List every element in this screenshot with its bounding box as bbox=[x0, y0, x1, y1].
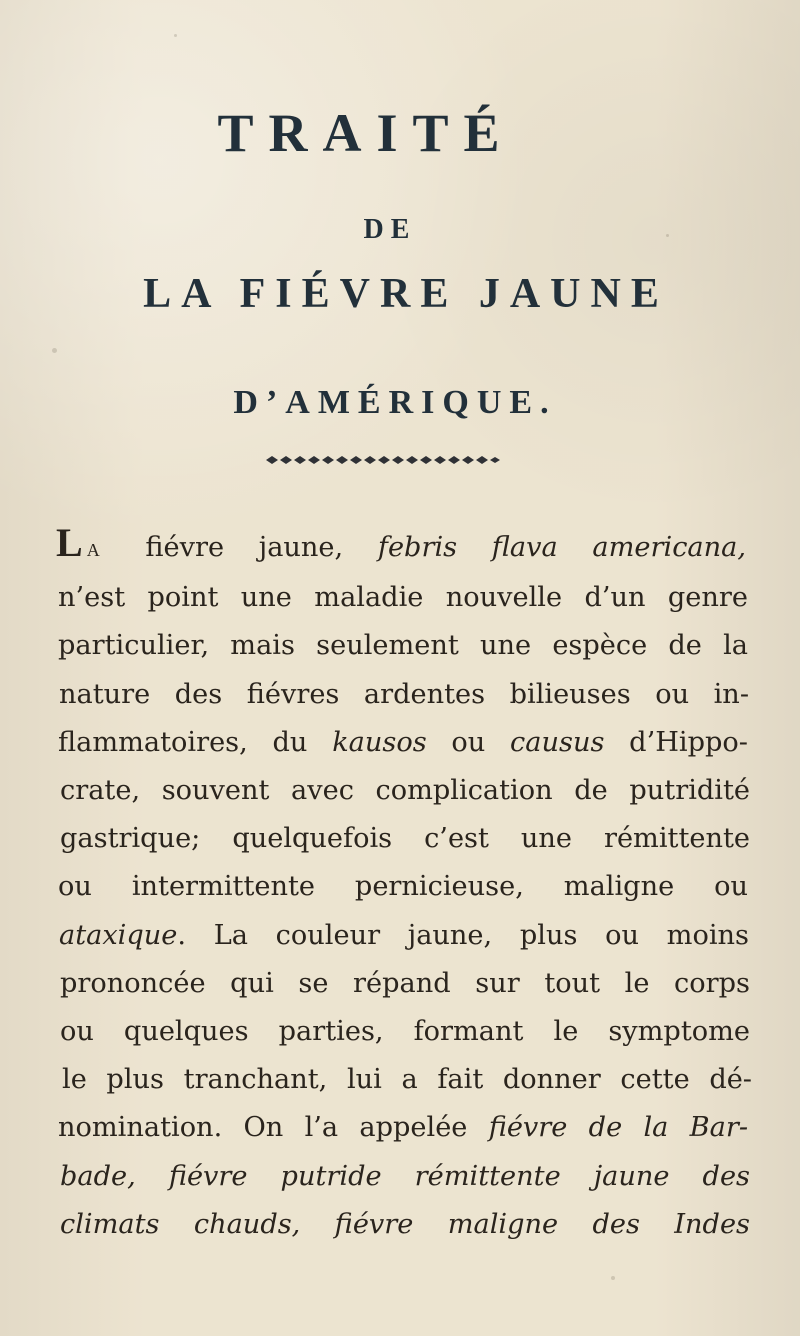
paragraph-line-2: n’est point une maladie nouvelle d’un genre bbox=[58, 582, 748, 614]
body-paragraph bbox=[56, 520, 752, 1249]
paragraph-line-8: ou intermittente pernicieuse, maligne ou bbox=[58, 871, 748, 903]
paragraph-line-1 bbox=[56, 520, 746, 574]
drop-cap: L bbox=[56, 520, 83, 565]
barbade-term-start: fiévre de la Bar- bbox=[488, 1112, 749, 1144]
main-title: LA FIÉVRE JAUNE bbox=[143, 271, 669, 317]
paragraph-line-15: climats chauds, fiévre maligne des Indes bbox=[60, 1208, 750, 1240]
paragraph-line-6: crate, souvent avec complication de putridité bbox=[60, 775, 750, 807]
line-5-part-3: d’Hippo- bbox=[604, 726, 748, 758]
line-5-part-1: flammatoires, du bbox=[58, 726, 333, 758]
kausos-term: kausos bbox=[332, 726, 427, 758]
paper-speck bbox=[666, 234, 669, 237]
paper-speck bbox=[174, 34, 177, 37]
paragraph-line-5 bbox=[58, 719, 748, 767]
paragraph-line-7: gastrique; quelquefois c’est une rémittente bbox=[60, 823, 750, 855]
paragraph-line-4: nature des fiévres ardentes bilieuses ou in- bbox=[59, 678, 749, 710]
ornamental-rule bbox=[264, 454, 500, 466]
line-1-text: fiévre jaune, bbox=[110, 532, 378, 563]
subtitle: D’AMÉRIQUE. bbox=[233, 384, 557, 421]
causus-term: causus bbox=[510, 726, 605, 758]
latin-term: febris flava americana, bbox=[377, 532, 746, 563]
line-5-part-2: ou bbox=[426, 726, 511, 758]
initial-smallcap: A bbox=[86, 540, 101, 560]
paragraph-line-9 bbox=[59, 912, 749, 960]
title-connector: DE bbox=[363, 214, 417, 245]
ataxique-term: ataxique bbox=[59, 919, 178, 951]
paragraph-line-14: bade, fiévre putride rémittente jaune des bbox=[60, 1160, 750, 1192]
paragraph-line-12: le plus tranchant, lui a fait donner cette dé- bbox=[62, 1064, 752, 1096]
page-title: TRAITÉ bbox=[217, 103, 515, 163]
line-9-text: . La couleur jaune, plus ou moins bbox=[177, 919, 749, 951]
paper-speck bbox=[611, 1276, 615, 1280]
paper-speck bbox=[52, 348, 57, 353]
paragraph-line-10: prononcée qui se répand sur tout le corps bbox=[60, 967, 750, 999]
paragraph-line-13 bbox=[58, 1104, 748, 1152]
line-13-text: nomination. On l’a appelée bbox=[58, 1112, 489, 1144]
paragraph-line-11: ou quelques parties, formant le symptome bbox=[60, 1016, 750, 1048]
paragraph-line-3: particulier, mais seulement une espèce de la bbox=[58, 630, 748, 662]
